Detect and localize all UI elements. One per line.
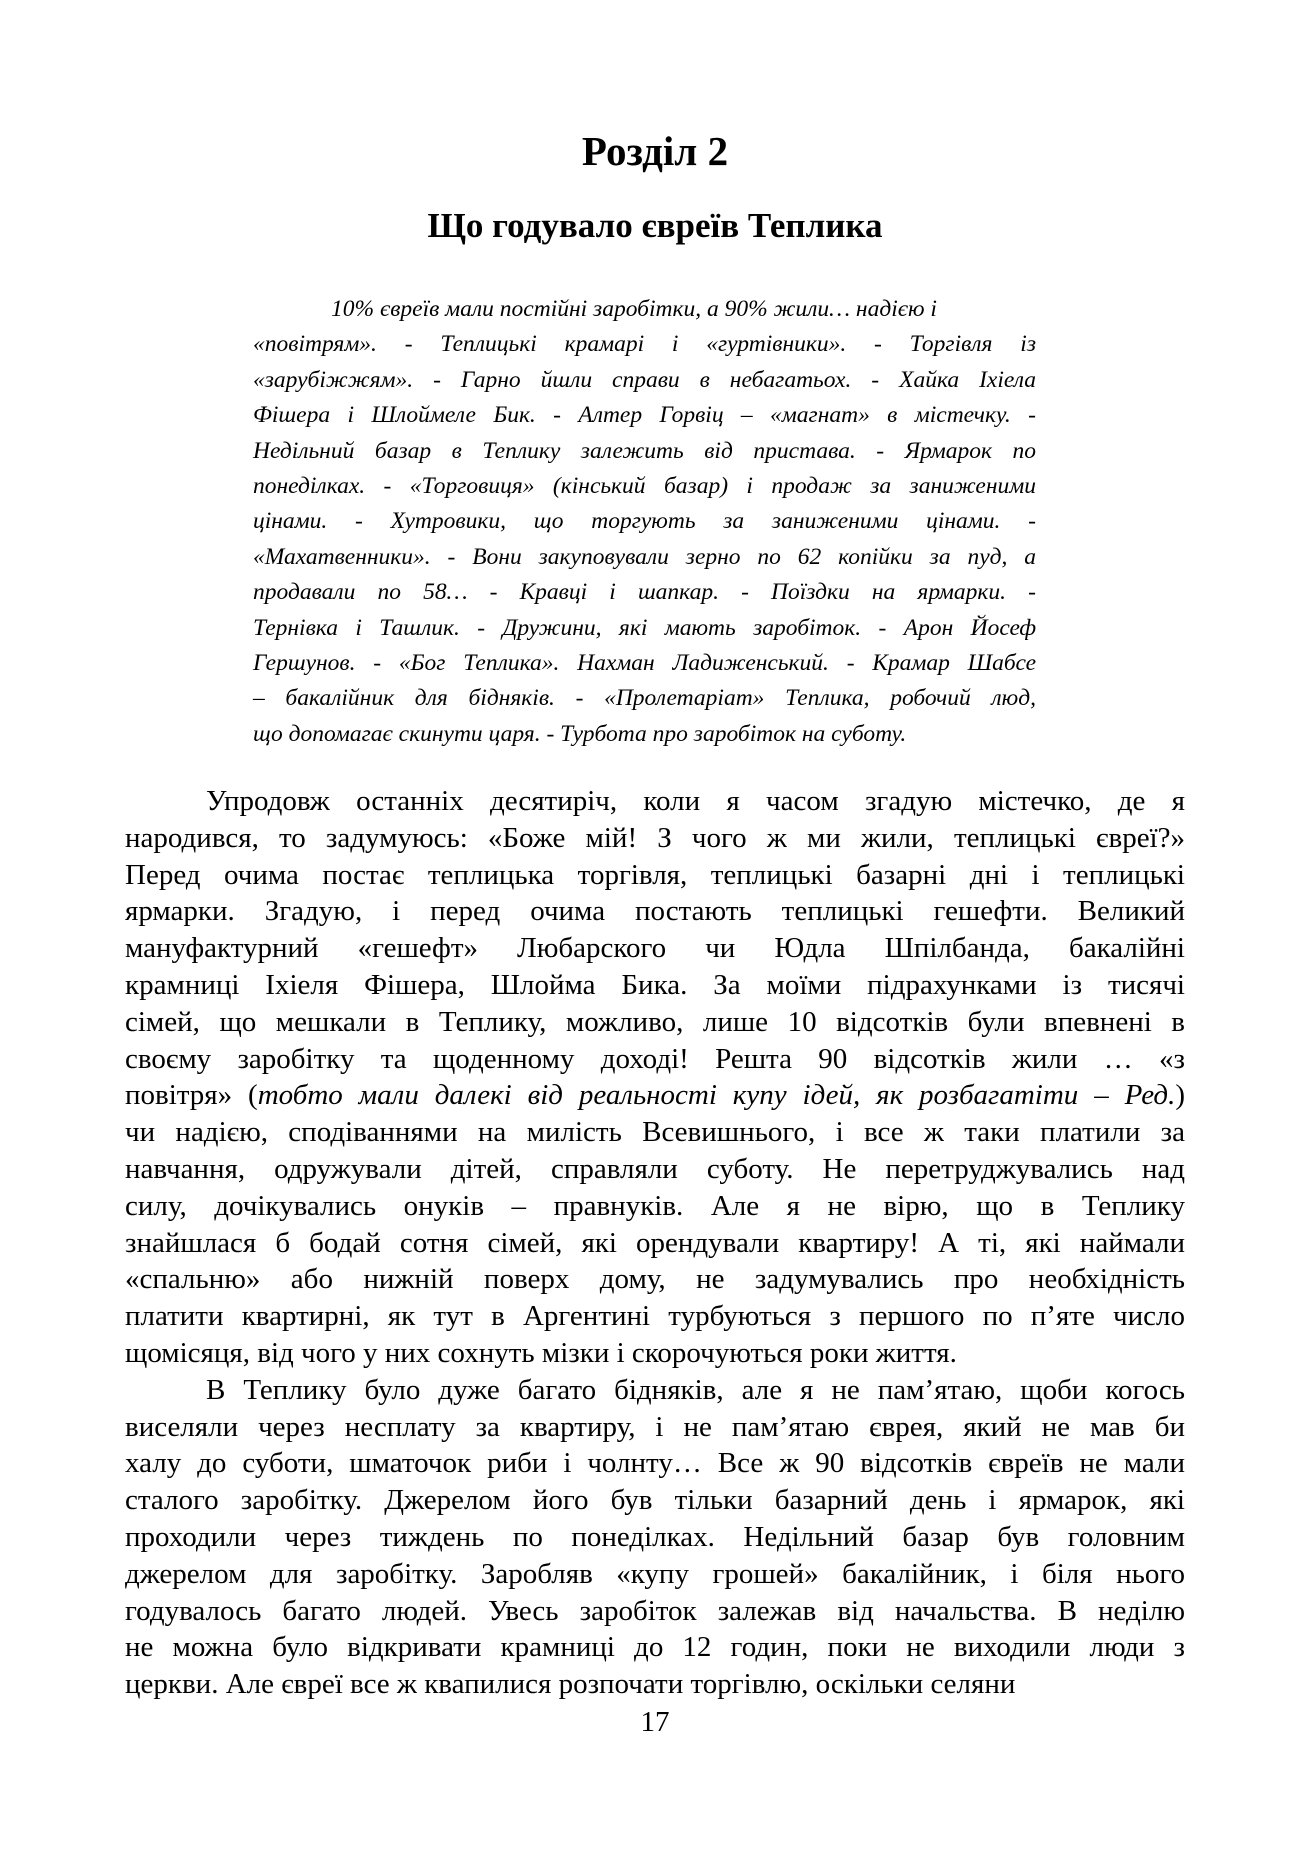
summary-line: «Махатвенники». - Вони закуповували зерно по 62 копійки за пуд, а <box>253 543 1036 570</box>
body-text-run: В Теплику було дуже багато бідняків, але я не пам’ятаю, щоби когось <box>206 1373 1185 1406</box>
summary-line: Гершунов. - «Бог Теплика». Нахман Ладиженський. - Крамар Шабсе <box>253 649 1036 676</box>
body-line <box>125 930 1185 967</box>
summary-line: Недільний базар в Теплику залежить від пристава. - Ярмарок по <box>253 437 1036 464</box>
body-text-run: не можна було відкривати крамниці до 12 годин, поки не виходили люди з <box>125 1631 1185 1664</box>
body-line <box>125 1666 1185 1703</box>
body-text-run: навчання, одружували дітей, справляли суботу. Не перетруджувались над <box>125 1152 1185 1185</box>
chapter-subtitle: Що годувало євреїв Теплика <box>427 206 883 245</box>
editor-note: тобто мали далекі від реальності купу ідей, як розбагатіти – Ред. <box>257 1079 1176 1112</box>
body-line <box>125 1519 1185 1556</box>
body-line <box>125 1041 1185 1078</box>
body-line <box>125 1629 1185 1666</box>
body-line <box>125 967 1185 1004</box>
body-text-run: халу до суботи, шматочок риби і чолнту… Все ж 90 відсотків євреїв не мали <box>125 1447 1185 1480</box>
body-text-run: сімей, що мешкали в Теплику, можливо, лише 10 відсотків були впевнені в <box>125 1005 1185 1038</box>
body-text-run: сталого заробітку. Джерелом його був тільки базарний день і ярмарок, які <box>125 1484 1185 1517</box>
body-text-run: мануфактурний «гешефт» Любарского чи Юдла Шпілбанда, бакалійні <box>125 932 1185 965</box>
body-text <box>125 783 1185 1703</box>
body-line <box>125 893 1185 930</box>
body-line <box>125 1261 1185 1298</box>
body-line <box>125 1298 1185 1335</box>
body-line <box>125 1335 1185 1372</box>
summary-line: продавали по 58… - Кравці і шапкар. - Поїздки на ярмарки. - <box>253 579 1036 606</box>
chapter-title: Розділ 2 <box>581 128 729 174</box>
body-line <box>125 1593 1185 1630</box>
body-line <box>125 1409 1185 1446</box>
body-line <box>125 783 1185 820</box>
body-text-run: ) <box>1175 1079 1185 1112</box>
body-text-run: «спальню» або нижній поверх дому, не задумувались про необхідність <box>125 1263 1185 1296</box>
body-line <box>125 1077 1185 1114</box>
body-line <box>125 1188 1185 1225</box>
body-text-run: церкви. Але євреї все ж квапилися розпочати торгівлю, оскільки селяни <box>125 1668 1016 1701</box>
summary-line: 10% євреїв мали постійні заробітки, а 90% жили… надією і <box>331 296 937 322</box>
body-text-run: Перед очима постає теплицька торгівля, теплицькі базарні дні і теплицькі <box>125 858 1185 891</box>
page-number: 17 <box>640 1706 670 1738</box>
summary-line: Тернівка і Ташлик. - Дружини, які мають заробіток. - Арон Йосеф <box>253 614 1036 641</box>
body-text-run: знайшлася б бодай сотня сімей, які орендували квартиру! А ті, які наймали <box>125 1226 1185 1259</box>
summary-line: – бакалійник для бідняків. - «Пролетаріат» Теплика, робочий люд, <box>253 685 1036 712</box>
body-line <box>125 820 1185 857</box>
body-text-run: крамниці Іхіеля Фішера, Шлойма Бика. За моїми підрахунками із тисячі <box>125 968 1185 1001</box>
body-text-run: повітря» ( <box>125 1079 258 1112</box>
body-text-run: чи надією, сподіваннями на милість Всевишнього, і все ж таки платили за <box>125 1116 1185 1149</box>
body-line <box>125 1445 1185 1482</box>
body-text-run: джерелом для заробітку. Заробляв «купу грошей» бакалійник, і біля нього <box>125 1557 1185 1590</box>
body-text-run: Упродовж останніх десятиріч, коли я часом згадую містечко, де я <box>206 785 1185 817</box>
summary-line: що допомагає скинути царя. - Турбота про заробіток на суботу. <box>253 720 907 747</box>
body-text-run: виселяли через несплату за квартиру, і не пам’ятаю єврея, який не мав би <box>125 1410 1185 1443</box>
body-line <box>125 1151 1185 1188</box>
body-text-run: своєму заробітку та щоденному доході! Решта 90 відсотків жили … «з <box>125 1042 1185 1075</box>
summary-line: понеділках. - «Торговиця» (кінський базар) і продаж за заниженими <box>253 472 1036 499</box>
summary-line: «повітрям». - Теплицькі крамарі і «гуртівники». - Торгівля із <box>253 331 1036 358</box>
summary-line: цінами. - Хутровики, що торгують за заниженими цінами. - <box>253 508 1036 535</box>
body-line <box>125 1556 1185 1593</box>
body-text-run: силу, дочікувались онуків – правнуків. Але я не вірю, що в Теплику <box>125 1189 1185 1222</box>
body-text-run: годувалось багато людей. Увесь заробіток залежав від начальства. В неділю <box>125 1594 1185 1627</box>
body-line <box>125 1482 1185 1519</box>
body-line <box>125 1372 1185 1409</box>
body-line <box>125 1225 1185 1262</box>
body-line <box>125 1114 1185 1151</box>
summary-line: Фішера і Шлоймеле Бик. - Алтер Горвіц – «магнат» в містечку. - <box>253 402 1036 429</box>
body-text-run: щомісяця, від чого у них сохнуть мізки і скорочуються роки життя. <box>125 1336 957 1369</box>
body-line <box>125 1004 1185 1041</box>
summary-line: «зарубіжжям». - Гарно йшли справи в небагатьох. - Хайка Іхіела <box>253 366 1036 393</box>
body-text-run: ярмарки. Згадую, і перед очима постають теплицькі гешефти. Великий <box>125 895 1185 928</box>
body-line <box>125 857 1185 894</box>
chapter-summary <box>253 292 1036 752</box>
body-text-run: платити квартирні, як тут в Аргентині турбуються з першого по п’яте число <box>125 1300 1185 1333</box>
body-text-run: проходили через тиждень по понеділках. Недільний базар був головним <box>125 1520 1185 1553</box>
body-text-run: народився, то задумуюсь: «Боже мій! З чого ж ми жили, теплицькі євреї?» <box>125 821 1185 854</box>
